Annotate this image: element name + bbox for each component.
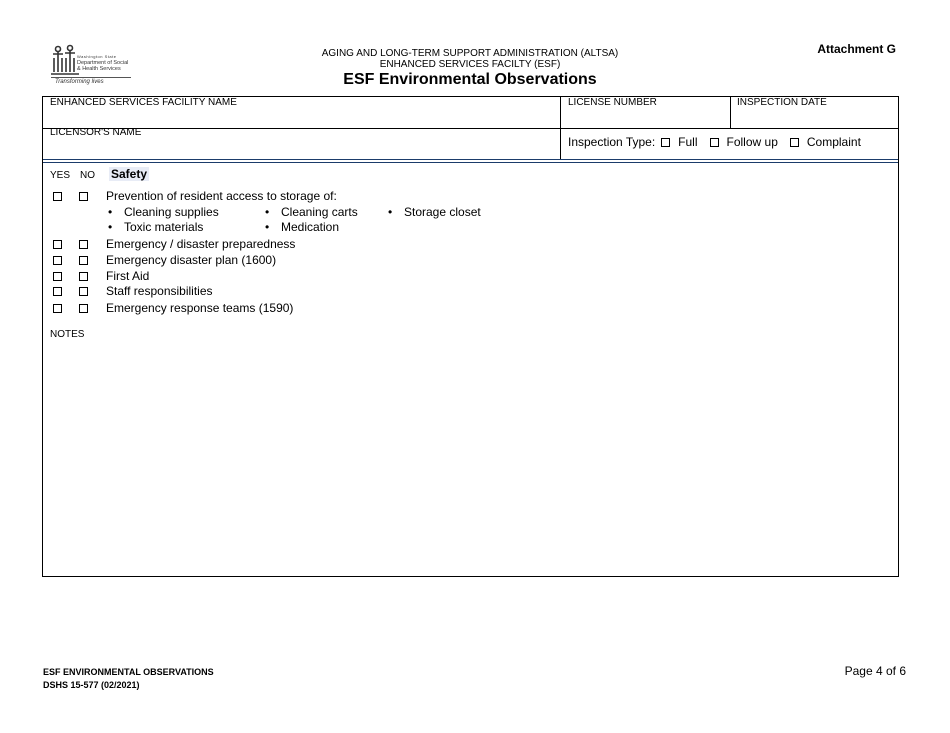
bullet-cleaning-supplies: • Cleaning supplies — [124, 205, 219, 219]
checklist-row: Staff responsibilities — [53, 284, 213, 298]
bullet-medication: • Medication — [281, 220, 339, 234]
licensor-name-field[interactable]: LICENSOR'S NAME — [50, 127, 142, 138]
inspection-type-label: Inspection Type: — [568, 135, 656, 149]
bullet-toxic-materials: • Toxic materials — [124, 220, 203, 234]
no-checkbox[interactable] — [79, 240, 88, 249]
logo-tagline: Transforming lives — [55, 79, 104, 85]
footer-form-number: DSHS 15-577 (02/2021) — [43, 680, 140, 690]
observation-form — [42, 96, 899, 577]
yes-checkbox[interactable] — [53, 256, 62, 265]
no-checkbox[interactable] — [79, 272, 88, 281]
yes-checkbox[interactable] — [53, 272, 62, 281]
yes-checkbox[interactable] — [53, 287, 62, 296]
complaint-checkbox[interactable] — [790, 138, 799, 147]
bullet-storage-closet: • Storage closet — [404, 205, 481, 219]
org-heading: AGING AND LONG-TERM SUPPORT ADMINISTRATION (ALTSA) ENHANCED SERVICES FACILTY (ESF) — [321, 48, 619, 70]
facility-name-field[interactable]: ENHANCED SERVICES FACILITY NAME — [50, 97, 237, 108]
section-divider — [43, 159, 898, 163]
no-checkbox[interactable] — [79, 287, 88, 296]
notes-label: NOTES — [50, 329, 85, 340]
yes-column-header: YES — [50, 170, 71, 181]
footer-form-name: ESF ENVIRONMENTAL OBSERVATIONS — [43, 667, 214, 677]
bullet-cleaning-carts: • Cleaning carts — [281, 205, 358, 219]
no-checkbox[interactable] — [79, 192, 88, 201]
page-number: Page 4 of 6 — [844, 664, 906, 678]
dshs-figures-icon — [50, 44, 80, 76]
yes-checkbox[interactable] — [53, 240, 62, 249]
attachment-label: Attachment G — [817, 42, 896, 56]
page-title: ESF Environmental Observations — [343, 71, 597, 88]
no-column-header: NO — [80, 170, 95, 181]
yes-checkbox[interactable] — [53, 192, 62, 201]
checklist-row: Emergency / disaster preparedness — [53, 237, 295, 251]
no-checkbox[interactable] — [79, 304, 88, 313]
full-checkbox[interactable] — [661, 138, 670, 147]
notes-area[interactable] — [50, 345, 890, 570]
checklist-row: First Aid — [53, 269, 149, 283]
checklist-row-storage: Prevention of resident access to storage of: — [53, 189, 337, 203]
logo-text: Washington State Department of Social & Health Services — [77, 54, 129, 72]
no-checkbox[interactable] — [79, 256, 88, 265]
checklist-row: Emergency response teams (1590) — [53, 301, 293, 315]
safety-heading: Safety — [111, 167, 148, 181]
inspection-type-group: Inspection Type: Full Follow up Complaint — [568, 135, 861, 149]
inspection-date-field[interactable]: INSPECTION DATE — [737, 97, 827, 108]
yes-checkbox[interactable] — [53, 304, 62, 313]
checklist-row: Emergency disaster plan (1600) — [53, 253, 276, 267]
license-number-field[interactable]: LICENSE NUMBER — [568, 97, 657, 108]
dshs-logo — [47, 44, 137, 92]
follow-up-checkbox[interactable] — [710, 138, 719, 147]
